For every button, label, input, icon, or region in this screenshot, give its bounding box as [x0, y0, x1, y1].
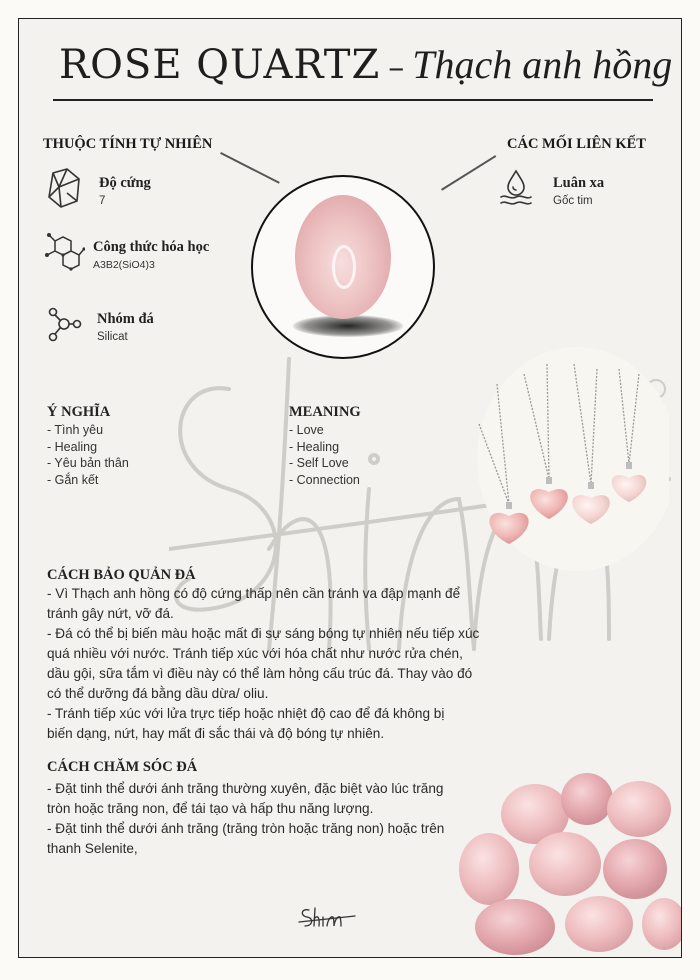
chemical-formula-label: Công thức hóa học [93, 239, 210, 255]
meaning-en-heading: MEANING [289, 404, 361, 420]
storage-paragraph-2: - Đá có thể bị biến màu hoặc mất đi sự sáng bóng tự nhiên nếu tiếp xúc quá nhiều với nước. Tránh tiếp xúc với hóa chất như nước rửa chén, dầu gội, sữa tắm vì điều này có thể làm hỏng cấu trúc đá. Thay vào đó có thể dưỡng đá bằng dầu dừa/ oliu. [47, 626, 480, 701]
meaning-en-list [289, 422, 360, 488]
rose-quartz-stone-image [251, 175, 435, 359]
shimmer-footer-logo [297, 904, 357, 934]
list-item: - Self Love [289, 456, 349, 470]
list-item: - Tình yêu [47, 423, 104, 437]
chemical-formula-value: A3B2(SiO4)3 [93, 259, 155, 271]
info-sheet [18, 18, 682, 958]
storage-paragraph-3: - Tránh tiếp xúc với lửa trực tiếp hoặc nhiệt độ cao để đá không bị biến dạng, nứt, hay mất đi sắc thái và độ bóng tự nhiên. [47, 706, 445, 741]
rose-quartz-necklaces-image [469, 344, 669, 574]
connections-heading: CÁC MỐI LIÊN KẾT [507, 136, 646, 152]
natural-properties-heading: THUỘC TÍNH TỰ NHIÊN [43, 136, 213, 152]
care-paragraph-2: - Đặt tinh thể dưới ánh trăng (trăng tròn hoặc trăng non) hoặc trên thanh Selenite, [47, 821, 445, 856]
atom-cluster-icon [45, 307, 83, 343]
chakra-label: Luân xa [553, 175, 605, 191]
list-item: - Healing [47, 439, 98, 454]
hardness-label: Độ cứng [99, 175, 151, 191]
right-connector-line [441, 155, 496, 190]
page-title [59, 41, 672, 88]
care-heading: CÁCH CHĂM SÓC ĐÁ [47, 759, 198, 775]
crystal-gem-icon [45, 167, 83, 209]
title-separator: – [388, 48, 405, 86]
storage-heading: CÁCH BẢO QUẢN ĐÁ [47, 567, 196, 583]
list-item: - Healing [289, 439, 340, 454]
chakra-value: Gốc tim [553, 195, 593, 207]
list-item: - Gắn kết [47, 472, 99, 487]
care-paragraph-1: - Đặt tinh thể dưới ánh trăng thường xuyên, đặc biệt vào lúc trăng tròn hoặc trăng non, để tái tạo và hấp thu năng lượng. [47, 781, 444, 816]
hardness-value: 7 [99, 195, 106, 207]
stone-group-label: Nhóm đá [97, 311, 154, 327]
title-english: ROSE QUARTZ [59, 42, 381, 88]
list-item: - Yêu bản thân [47, 456, 129, 470]
molecule-structure-icon [43, 233, 85, 273]
title-vietnamese: Thạch anh hồng [412, 42, 673, 87]
meaning-vi-list [47, 422, 129, 488]
left-connector-line [220, 152, 279, 183]
meaning-vi-heading: Ý NGHĨA [47, 404, 111, 420]
stone-highlight [332, 245, 356, 289]
list-item: - Love [289, 423, 324, 437]
title-divider [53, 99, 653, 101]
stone-group-value: Silicat [97, 331, 128, 343]
list-item: - Connection [289, 472, 360, 487]
tumbled-rose-quartz-image [459, 759, 682, 958]
storage-paragraph-1: - Vì Thạch anh hồng có độ cứng thấp nên cần tránh va đập mạnh để tránh gây nứt, vỡ đá. [47, 586, 461, 621]
water-drop-icon [499, 169, 533, 207]
